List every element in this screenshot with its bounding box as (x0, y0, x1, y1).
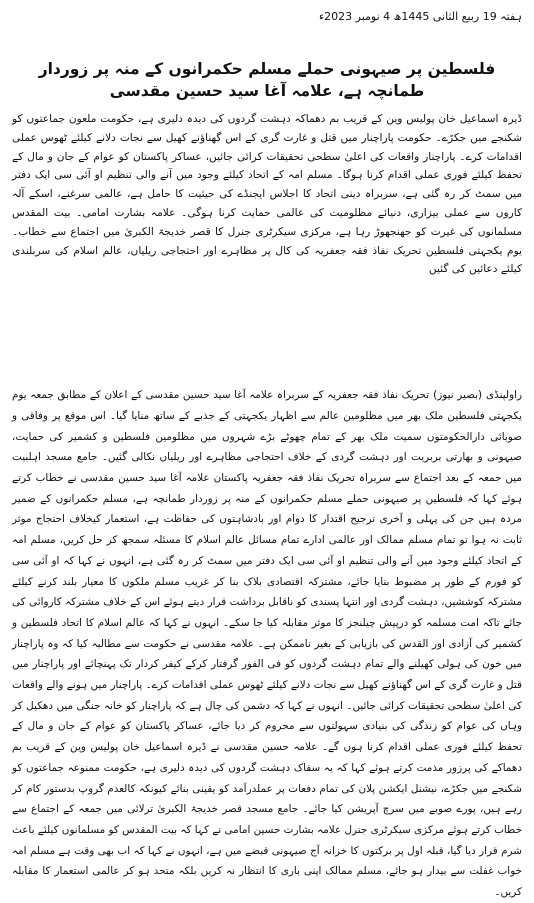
article-text (12, 385, 522, 903)
article-body (12, 385, 522, 903)
article-paragraph: تحریک نفاذ فقہ جعفریہ کے سربراہ علامہ آغا سید حسین مقدسی کے اعلان کے مطابق جمعہ یوم یکجہتی فلسطین ملک بھر میں مظلومین عالم سے اظہار یکجہتی کے جذبے کے ساتھ منایا گیا۔ اس موقع پر وفاقی و صوبائی دارالحکومتوں سمیت ملک بھر کے تمام چھوٹے بڑے شہروں میں مظلومین فلسطین و کشمیر کی حمایت، صیہونی و بھارتی بربریت اور دہشت گردی کے خلاف احتجاجی مظاہرے اور ریلیاں نکالی گئیں۔ جامع مسجد اہلبیت میں جمعہ کے بعد اجتماع سے سربراہ تحریک نفاذ فقہ جعفریہ پاکستان علامہ آغا سید حسین مقدسی نے خطاب کرتے ہوئے کہا کہ فلسطین پر صیہونی حملے مسلم حکمرانوں کے منہ پر زوردار طمانچہ ہے، مسلم حکمرانوں کے ضمیر مردہ ہیں جن کی پہلی و آخری ترجیح اقتدار کا دوام اور بادشاہتوں کی حفاظت ہے، استعمار کیخلاف احتجاج موثر ثابت نہ ہوا تو تمام مسلم ممالک اور عالمی ادارے تمام مسائل عالم اسلام کا مسئلہ سمجھ کر حل کریں، مسلم امہ کے اتحاد کیلئے وجود میں آنے والی تنظیم او آئی سی ایک دفتر میں سمٹ کر رہ گئی ہے، انہوں نے کہا کہ او آئی سی کو فورم کے طور پر مضبوط بنایا جائے، مشترکہ اقتصادی بلاک بنا کر غریب مسلم ملکوں کا معیار بلند کرنے کیلئے مشترکہ کوششیں، دہشت گردی اور انتہا پسندی کو ناقابل برداشت قرار دیتے ہوئے اس کے خلاف مشترکہ کاروائی کی جائے تاکہ امت مسلمہ کو درپیش چیلنجز کا موثر مقابلہ کیا جا سکے۔ انہوں نے کہا کہ عالم اسلام کا اتحاد فلسطین و کشمیر کی آزادی اور القدس کی بازیابی کے بغیر ناممکن ہے۔ علامہ مقدسی نے حکومت سے مطالبہ کیا کہ وہ پاراچنار میں خون کی ہولی کھیلنے والے تمام دہشت گردوں کو فی الفور گرفتار کرکے کیفر کردار تک پہنچائے اور پاراچنار میں قتل و غارت گری کے اس گھناؤنے کھیل سے نجات دلانے کیلئے ٹھوس عملی اقدامات کرے۔ پاراچنار میں ہونے والے واقعات کی اعلیٰ سطحی تحقیقات کرائی جائیں۔ انہوں نے کہا کہ دشمن کی چال ہے کہ پاراچنار کو خانہ جنگی میں دھکیل کر وہاں کی عوام کو زندگی کی بنیادی سہولتوں سے محروم کر دیا جائے، عساکر پاکستان کو عوام کے جان و مال کے تحفظ کیلئے فوری عملی اقدام کرنا ہوں گے۔ علامہ حسین مقدسی نے ڈیرہ اسماعیل خان پولیس وین کے قریب بم دھماکے کی پرزور مذمت کرتے ہوئے کہا کہ یہ سفاک دہشت گردوں کی دیدہ دلیری ہے، حکومت ممنوعہ جماعتوں کو شکنجے میں جکڑے، نیشنل ایکشن پلان کی تمام دفعات پر عملدرآمد کو یقینی بنائے کیونکہ کالعدم گروپ بدستور کام کر رہے ہیں، پورے صوبے میں سرچ آپریشن کیا جائے۔ جامع مسجد قصر خدیجۃ الکبریٰ ترلائی میں جمعہ کے اجتماع سے خطاب کرتے ہوئے مرکزی سیکرٹری جنرل علامہ بشارت حسین امامی نے کہا کہ بیت المقدس کو مسلمانوں کیلئے باعث شرم قرار دیا گیا، قبلہ اول پر برکتوں کا خزانہ آج صیہونی قبضے میں ہے، انہوں نے کہا کہ اب بھی وقت ہے مسلم امہ خواب غفلت سے بیدار ہو جائے، مسلم ممالک اپنی باری کا انتظار نہ کریں بلکہ متحد ہو کر عالمی استعمار کا مقابلہ کریں۔ (12, 389, 522, 899)
news-source: (بصیر نیوز) (433, 389, 483, 402)
dateline-place: راولپنڈی (486, 389, 522, 402)
intro-summary: ڈیرہ اسماعیل خان پولیس وین کے قریب بم دھماکہ دہشت گردوں کی دیدہ دلیری ہے، حکومت ملعون جماعتوں کو شکنجے میں جکڑے۔ حکومت پاراچنار میں قتل و غارت گری کے اس گھناؤنے کھیل سے نجات دلانے کیلئے ٹھوس عملی اقدامات کرے۔ پاراچنار واقعات کی اعلیٰ سطحی تحقیقات کرائی جائیں، عساکر پاکستان کو عوام کے جان و مال کے تحفظ کیلئے فوری عملی اقدام کرنا ہوگا۔ مسلم امہ کے اتحاد کیلئے وجود میں آنے والی تنظیم او آئی سی ایک دفتر میں سمٹ کر رہ گئی ہے، سربراہ دینی اتحاد کا اجلاس ایجنڈے کی حیثیت کا حامل ہے، عالمی سرغنے، اسکے آلہ کاروں سے عملی بیزاری، دنیائے مظلومیت کی عالمی حمایت کرنا ہوگی۔ علامہ بشارت امامی۔ بیت المقدس مسلمانوں کی غیرت کو جھنجھوڑ رہا ہے، مرکزی سیکرٹری جنرل کا قصر خدیجۃ الکبریٰ میں اجتماع سے خطاب۔ یوم یکجہتی فلسطین تحریک نفاذ فقہ جعفریہ کی کال پر مظاہرے اور احتجاجی ریلیاں، عالم اسلام کی سربلندی کیلئے دعائیں کی گئیں (12, 113, 522, 276)
dateline: ہفتہ 19 ربیع الثانی 1445ھ 4 نومبر 2023ء (318, 10, 522, 23)
headline: فلسطین پر صیہونی حملے مسلم حکمرانوں کے منہ پر زوردار طمانچہ ہے، علامہ آغا سید حسین مقدسی (38, 60, 496, 100)
